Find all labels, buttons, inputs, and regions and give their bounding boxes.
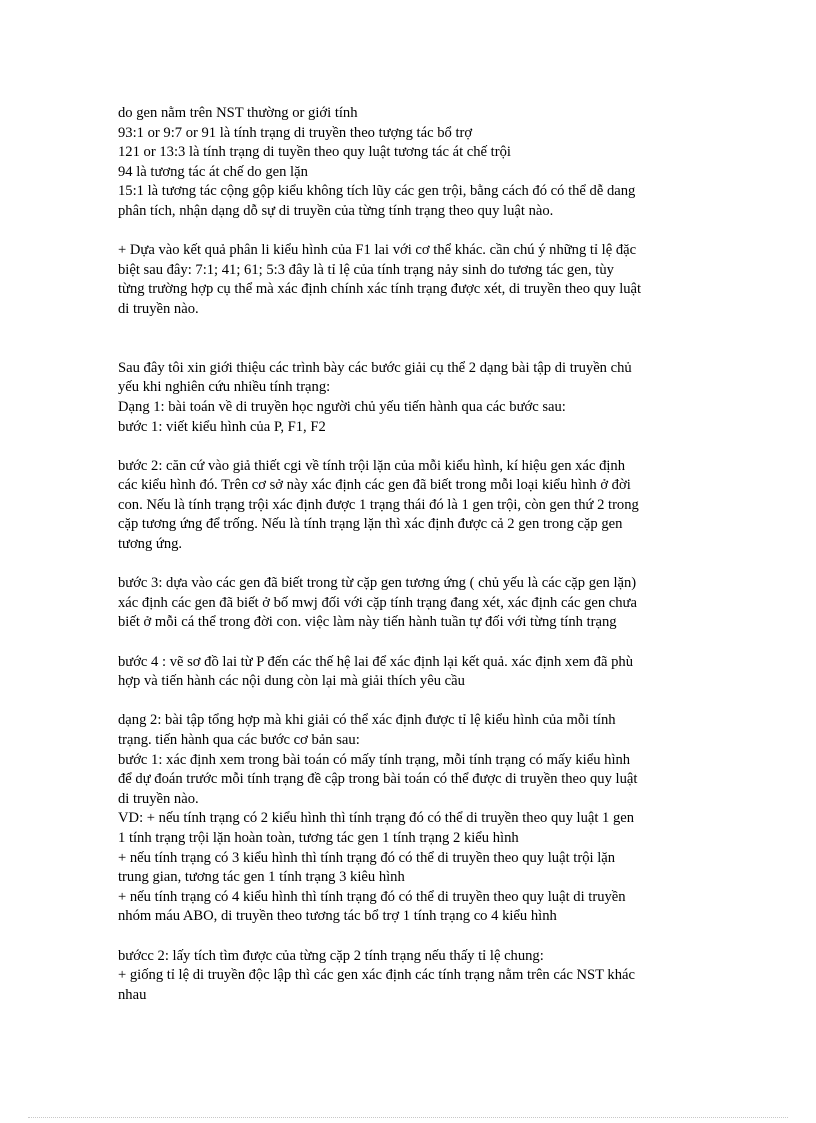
text-line: con. Nếu là tính trạng trội xác định được 1 trạng thái đó là 1 gen trội, còn gen thứ 2 trong	[118, 496, 639, 513]
text-line: bước 1: viết kiểu hình của P, F1, F2	[118, 418, 326, 435]
text-line: bước 2: căn cứ vào giả thiết cgi về tính trội lặn của mỗi kiểu hình, kí hiệu gen xác định	[118, 457, 626, 474]
text-line: bước 4 : vẽ sơ đồ lai từ P đến các thế hệ lai để xác định lại kết quả. xác định xem đã phù	[118, 653, 633, 670]
text-line: + giống tỉ lệ di truyền độc lập thì các gen xác định các tính trạng nằm trên các NST khác	[118, 967, 635, 984]
paragraph	[118, 359, 698, 437]
text-line: + Dựa vào kết quả phân li kiểu hình của F1 lai với cơ thể khác. cần chú ý những tỉ lệ đặc	[118, 242, 637, 259]
text-line: di truyền nào.	[118, 790, 199, 807]
blank-line	[118, 437, 698, 457]
page-bottom-divider	[28, 1117, 788, 1118]
blank-line	[118, 927, 698, 947]
text-line: dạng 2: bài tập tổng hợp mà khi giải có thể xác định được tỉ lệ kiểu hình của mỗi tính	[118, 712, 616, 729]
paragraph	[118, 457, 698, 555]
blank-line	[118, 633, 698, 653]
blank-line	[118, 692, 698, 712]
paragraph	[118, 574, 698, 633]
paragraph	[118, 711, 698, 927]
text-line: VD: + nếu tính trạng có 2 kiểu hình thì tính trạng đó có thể di truyền theo quy luật 1 gen	[118, 810, 635, 827]
paragraph	[118, 653, 698, 692]
text-line: 1 tính trạng trội lặn hoàn toàn, tương tác gen 1 tính trạng 2 kiểu hình	[118, 829, 519, 846]
text-line: bước 3: dựa vào các gen đã biết trong từ cặp gen tương ứng ( chủ yếu là các cặp gen lặn)	[118, 575, 637, 592]
text-line: nhau	[118, 986, 147, 1003]
text-line: di truyền nào.	[118, 300, 199, 317]
text-line: 15:1 là tương tác cộng gộp kiểu không tích lũy các gen trội, bằng cách đó có thể dễ dang	[118, 183, 636, 200]
text-line: xác định các gen đã biết ở bố mwj đối với cặp tính trạng đang xét, xác định các gen chưa	[118, 594, 637, 611]
text-line: cặp tương ứng để trống. Nếu là tính trạng lặn thì xác định được cả 2 gen trong cặp gen	[118, 516, 623, 533]
paragraph	[118, 947, 698, 1006]
text-line: Dạng 1: bài toán về di truyền học người chủ yếu tiến hành qua các bước sau:	[118, 398, 566, 415]
text-line: yếu khi nghiên cứu nhiều tính trạng:	[118, 379, 331, 396]
blank-line	[118, 320, 698, 340]
text-line: bướcc 2: lấy tích tìm được của từng cặp 2 tính trạng nếu thấy tỉ lệ chung:	[118, 947, 544, 964]
blank-line	[118, 222, 698, 242]
text-line: bước 1: xác định xem trong bài toán có mấy tính trạng, mỗi tính trạng có mấy kiểu hình	[118, 751, 631, 768]
text-line: 94 là tương tác át chế do gen lặn	[118, 163, 308, 180]
text-line: biệt sau đây: 7:1; 41; 61; 5:3 đây là tỉ lệ của tính trạng nảy sinh do tương tác gen, tùy	[118, 261, 614, 278]
text-line: do gen nằm trên NST thường or giới tính	[118, 105, 358, 121]
document-body	[118, 104, 698, 1005]
text-line: Sau đây tôi xin giới thiệu các trình bày các bước giải cụ thể 2 dạng bài tập di truyền chủ	[118, 359, 632, 376]
text-line: + nếu tính trạng có 3 kiểu hình thì tính trạng đó có thể di truyền theo quy luật trội lặn	[118, 849, 616, 866]
text-line: phân tích, nhận dạng dỗ sự di truyền của từng tính trạng theo quy luật nào.	[118, 202, 554, 219]
text-line: để dự đoán trước mỗi tính trạng đề cập trong bài toán có thể được di truyền theo quy luật	[118, 771, 638, 788]
text-line: 93:1 or 9:7 or 91 là tính trạng di truyền theo tượng tác bổ trợ	[118, 124, 473, 141]
text-line: từng trường hợp cụ thể mà xác định chính xác tính trạng được xét, di truyền theo quy luật	[118, 281, 642, 298]
text-line: các kiểu hình đó. Trên cơ sở này xác định các gen đã biết trong mỗi loại kiểu hình ở đời	[118, 477, 631, 494]
text-line: tương ứng.	[118, 536, 183, 553]
text-line: hợp và tiến hành các nội dung còn lại mà giải thích yêu cầu	[118, 673, 465, 690]
text-line: 121 or 13:3 là tính trạng di tuyền theo quy luật tương tác át chế trội	[118, 144, 511, 161]
text-line: trạng. tiến hành qua các bước cơ bản sau:	[118, 732, 360, 748]
paragraph	[118, 104, 698, 222]
text-line: + nếu tính trạng có 4 kiểu hình thì tính trạng đó có thể di truyền theo quy luật di truyền	[118, 888, 626, 905]
text-line: nhóm máu ABO, di truyền theo tương tác bổ trợ 1 tính trạng co 4 kiểu hình	[118, 908, 557, 925]
text-line: trung gian, tương tác gen 1 tính trạng 3 kiêu hình	[118, 869, 405, 886]
text-line: biết ở mỗi cá thể trong đời con. việc làm này tiến hành tuần tự đối với từng tính trạng	[118, 614, 617, 631]
blank-line	[118, 339, 698, 359]
paragraph	[118, 241, 698, 319]
blank-line	[118, 555, 698, 575]
